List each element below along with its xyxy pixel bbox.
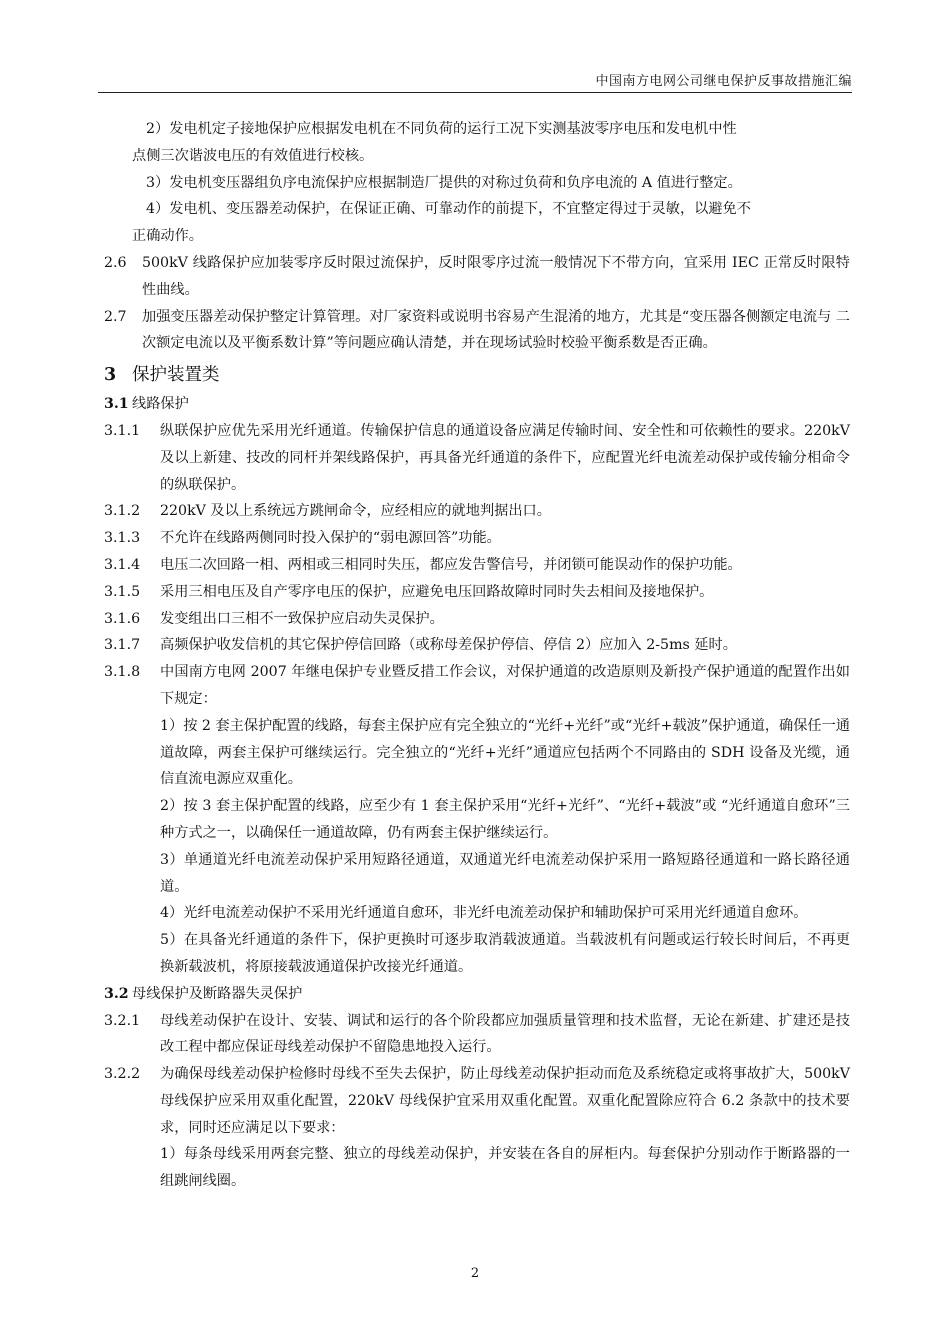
clause-number: 3.1.7 <box>104 637 141 654</box>
clause-text: 母线差动保护在设计、安装、调试和运行的各个阶段都应加强质量管理和技术监督，无论在新建、扩建还是技改工程中都应保证母线差动保护不留隐患地投入运行。 <box>160 1012 850 1056</box>
clause-number: 3.1.8 <box>104 664 141 681</box>
clause-3-1-8 <box>104 659 850 713</box>
list-item: 4）光纤电流差动保护不采用光纤通道自愈环，非光纤电流差动保护和辅助保护可采用光纤通道自愈环。 <box>160 905 808 922</box>
clause-3-1-7 <box>104 632 850 659</box>
document-body <box>104 116 850 1195</box>
subsection-number: 3.2 <box>104 985 129 1002</box>
clause-3-1-4 <box>104 552 850 579</box>
clause-number: 3.2.1 <box>104 1012 141 1029</box>
list-item <box>104 116 850 170</box>
clause-number: 3.1.3 <box>104 530 141 547</box>
clause-number: 2.6 <box>104 254 127 271</box>
clause-text: 中国南方电网 2007 年继电保护专业暨反措工作会议，对保护通道的改造原则及新投产保护通道的配置作出如下规定： <box>160 664 850 707</box>
clause-3-1-3 <box>104 525 850 552</box>
section-3-heading <box>104 359 850 391</box>
clause-2-7 <box>104 304 850 358</box>
clause-3-1-5 <box>104 579 850 606</box>
page-number: 2 <box>470 1266 480 1281</box>
section-title: 保护装置类 <box>132 365 220 386</box>
clause-3-1-6 <box>104 606 850 633</box>
item-text: 3）发电机变压器组负序电流保护应根据制造厂提供的对称过负荷和负序电流的 A 值进行整定。 <box>146 174 742 191</box>
list-item: 2）按 3 套主保护配置的线路，应至少有 1 套主保护采用“光纤+光纤”、“光纤+载波”或 “光纤通道自愈环”三种方式之一，以确保任一通道故障，仍有两套主保护继续运行。 <box>160 798 850 841</box>
clause-text: 高频保护收发信机的其它保护停信回路（或称母差保护停信、停信 2）应加入 2-5ms 延时。 <box>160 637 737 654</box>
clause-number: 3.2.2 <box>104 1066 141 1083</box>
clause-number: 2.7 <box>104 308 127 325</box>
clause-2-6 <box>104 250 850 304</box>
clause-number: 3.1.4 <box>104 556 141 573</box>
clause-text: 纵联保护应优先采用光纤通道。传输保护信息的通道设备应满足传输时间、安全性和可依赖性的要求。220kV 及以上新建、技改的同杆并架线路保护，再具备光纤通道的条件下，应配置光纤电流差动保护或传输分相命令的纵联保护。 <box>160 422 850 493</box>
subsection-3-2-heading <box>104 981 850 1008</box>
list-item: 5）在具备光纤通道的条件下，保护更换时可逐步取消载波通道。当载波机有问题或运行较长时间后，不再更换新载波机，将原接载波通道保护改接光纤通道。 <box>160 932 850 975</box>
subsection-title: 线路保护 <box>132 396 189 413</box>
header-title: 中国南方电网公司继电保护反事故措施汇编 <box>595 74 852 89</box>
item-text: 2）发电机定子接地保护应根据发电机在不同负荷的运行工况下实测基波零序电压和发电机中性 <box>146 121 737 137</box>
clause-text: 为确保母线差动保护检修时母线不至失去保护，防止母线差动保护拒动而危及系统稳定或将事故扩大，500kV 母线保护应采用双重化配置，220kV 母线保护宜采用双重化配置。双重化配置除应符合 6.2 条款中的技术要求，同时还应满足以下要求： <box>160 1066 850 1136</box>
item-text-cont: 正确动作。 <box>132 228 203 245</box>
clause-number: 3.1.2 <box>104 503 141 520</box>
item-text-cont: 点侧三次谐波电压的有效值进行校核。 <box>132 147 374 164</box>
clause-number: 3.1.6 <box>104 610 141 627</box>
list-item: 1）每条母线采用两套完整、独立的母线差动保护，并安装在各自的屏柜内。每套保护分别动作于断路器的一组跳闸线圈。 <box>160 1146 850 1190</box>
clause-text: 不允许在线路两侧同时投入保护的“弱电源回答”功能。 <box>160 530 501 547</box>
subsection-number: 3.1 <box>104 396 129 413</box>
clause-text: 电压二次回路一相、两相或三相同时失压，都应发告警信号，并闭锁可能误动作的保护功能。 <box>160 556 742 573</box>
clause-3-1-2 <box>104 498 850 525</box>
clause-number: 3.1.5 <box>104 583 141 600</box>
clause-3-2-2 <box>104 1061 850 1141</box>
page-header <box>98 66 852 93</box>
clause-number: 3.1.1 <box>104 422 141 439</box>
clause-text: 500kV 线路保护应加装零序反时限过流保护，反时限零序过流一般情况下不带方向，宜采用 IEC 正常反时限特性曲线。 <box>142 254 850 298</box>
subsection-3-1-heading <box>104 391 850 418</box>
list-item <box>104 170 850 197</box>
clause-3-2-1 <box>104 1008 850 1062</box>
list-item <box>104 196 850 250</box>
clause-text: 220kV 及以上系统远方跳闸命令，应经相应的就地判据出口。 <box>160 503 551 520</box>
list-item: 3）单通道光纤电流差动保护采用短路径通道，双通道光纤电流差动保护采用一路短路径通道和一路长路径通道。 <box>160 851 850 895</box>
clause-text: 采用三相电压及自产零序电压的保护，应避免电压回路故障时同时失去相间及接地保护。 <box>160 583 714 600</box>
section-number: 3 <box>104 365 117 386</box>
list-item: 1）按 2 套主保护配置的线路，每套主保护应有完全独立的“光纤+光纤”或“光纤+载波”保护通道，确保任一通道故障，两套主保护可继续运行。完全独立的“光纤+光纤”通道应包括两个不同路由的 SDH 设备及光缆，通信直流电源应双重化。 <box>160 717 850 788</box>
item-text: 4）发电机、变压器差动保护，在保证正确、可靠动作的前提下，不宜整定得过于灵敏，以避免不 <box>146 201 751 218</box>
subsection-title: 母线保护及断路器失灵保护 <box>132 985 303 1002</box>
clause-text: 加强变压器差动保护整定计算管理。对厂家资料或说明书容易产生混淆的地方，尤其是“变压器各侧额定电流与 二次额定电流以及平衡系数计算”等问题应确认清楚，并在现场试验时校验平衡系数是否正确。 <box>142 308 850 352</box>
clause-3-1-1 <box>104 418 850 498</box>
clause-text: 发变组出口三相不一致保护应启动失灵保护。 <box>160 610 444 627</box>
